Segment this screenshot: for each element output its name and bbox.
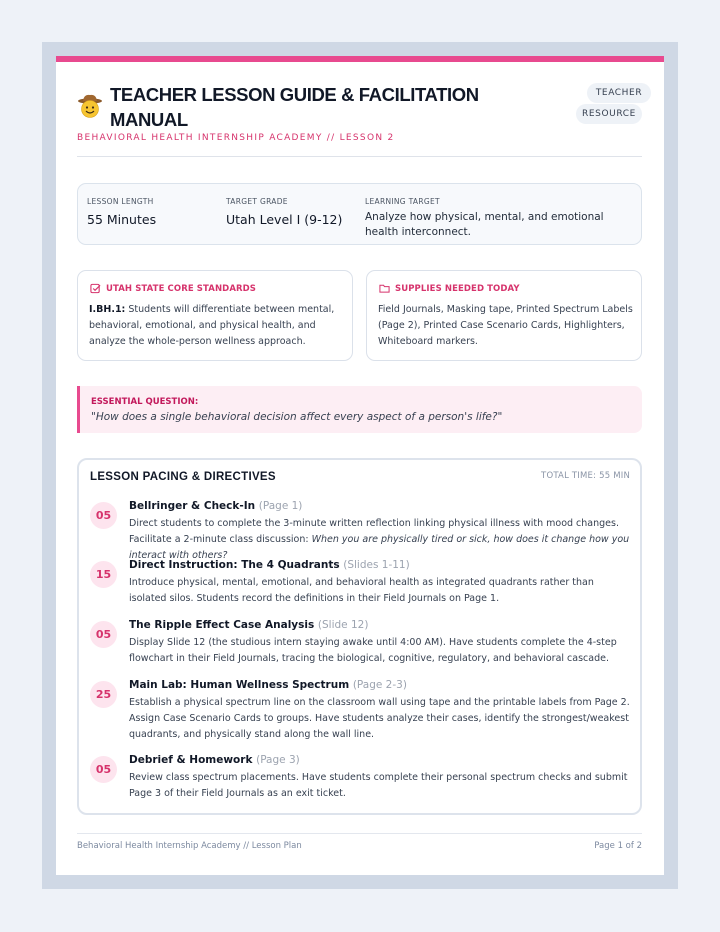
page-title: TEACHER LESSON GUIDE & FACILITATION MANUAL: [110, 84, 479, 130]
standard-text: Students will differentiate between mental, behavioral, emotional, and physical health, and analyze the whole-person wellness approach.: [89, 304, 335, 347]
step-description: Establish a physical spectrum line on the classroom wall using tape and the printable labels from Page 2. Assign Case Scenario Cards to groups. Have students analyze their cases, identify the strongest/weakest quadrants, and physically stand along the wall line.: [129, 697, 630, 740]
lesson-pacing-section: [77, 458, 642, 815]
step-description: Display Slide 12 (the studious intern staying awake until 4:00 AM). Have students complete the 4-step flowchart in their Field Journals, tracing the biological, cognitive, regulatory, and behavioral cascade.: [129, 637, 617, 664]
step-reference: (Page 1): [258, 500, 303, 512]
standards-body: [89, 302, 347, 350]
supplies-text: Field Journals, Masking tape, Printed Spectrum Labels (Page 2), Printed Case Scenario Cards, Highlighters, Whiteboard markers.: [378, 304, 633, 347]
page-subtitle: BEHAVIORAL HEALTH INTERNSHIP ACADEMY // LESSON 2: [77, 133, 395, 143]
lesson-length-value: 55 Minutes: [87, 212, 157, 227]
step-minutes-badge: 05: [90, 502, 117, 529]
lesson-length: [87, 197, 156, 227]
accent-bar: [56, 56, 664, 62]
step-title: Debrief & Homework (Page 3): [129, 754, 300, 766]
target-grade-value: Utah Level I (9-12): [226, 212, 343, 227]
step-reference: (Slide 12): [317, 619, 369, 631]
folder-icon: [379, 283, 390, 294]
standards-header: [90, 283, 256, 294]
target-grade-label: TARGET GRADE: [226, 197, 288, 206]
step-minutes-badge: 05: [90, 621, 117, 648]
step-discussion-prompt: When you are physically tired or sick, how does it change how you interact with others?: [129, 534, 630, 561]
learning-target-value: Analyze how physical, mental, and emotional health interconnect.: [365, 211, 604, 238]
standards-title: UTAH STATE CORE STANDARDS: [106, 283, 257, 294]
step-description: Direct students to complete the 3-minute written reflection linking physical illness with mood changes. Facilitate a 2-minute class discussion: When you are physically tired or sick, how does it change how you interact with others?: [129, 518, 630, 561]
step-reference: (Page 2-3): [352, 679, 407, 691]
essential-question-label: ESSENTIAL QUESTION:: [91, 397, 199, 407]
lesson-length-label: LESSON LENGTH: [87, 197, 154, 206]
essential-question-text: "How does a single behavioral decision affect every aspect of a person's life?": [91, 411, 503, 423]
badge-teacher: TEACHER: [587, 83, 651, 103]
step-description: Review class spectrum placements. Have students complete their personal spectrum checks and submit Page 3 of their Field Journals as an exit ticket.: [129, 772, 628, 799]
footer-text: Behavioral Health Internship Academy // Lesson Plan: [77, 841, 302, 851]
step-minutes-badge: 15: [90, 561, 117, 588]
cowboy-face-icon: [77, 93, 103, 119]
standards-card: [77, 270, 353, 361]
step-title: Bellringer & Check-In (Page 1): [129, 500, 303, 512]
standard-code: I.BH.1:: [89, 304, 126, 315]
pacing-title: LESSON PACING & DIRECTIVES: [90, 471, 276, 483]
essential-question: [77, 386, 642, 433]
step-minutes-badge: 05: [90, 756, 117, 783]
badge-resource: RESOURCE: [576, 104, 642, 124]
header-divider: [77, 156, 642, 157]
document-page: [56, 56, 664, 875]
learning-target-label: LEARNING TARGET: [365, 197, 440, 206]
supplies-card: [366, 270, 642, 361]
lesson-info-box: [77, 183, 642, 245]
supplies-title: SUPPLIES NEEDED TODAY: [395, 283, 520, 294]
footer-divider: [77, 833, 642, 834]
step-title: The Ripple Effect Case Analysis (Slide 12): [129, 619, 369, 631]
step-minutes-badge: 25: [90, 681, 117, 708]
learning-target: [365, 197, 630, 240]
page-number: Page 1 of 2: [594, 841, 642, 851]
step-reference: (Page 3): [256, 754, 300, 766]
supplies-header: [379, 283, 520, 294]
step-description: Introduce physical, mental, emotional, and behavioral health as integrated quadrants rather than isolated silos. Students record the definitions in their Field Journals on Page 1.: [129, 577, 594, 604]
target-grade: [226, 197, 342, 227]
checkbox-icon: [90, 283, 101, 294]
step-title: Main Lab: Human Wellness Spectrum (Page 2-3): [129, 679, 407, 691]
step-reference: (Slides 1-11): [343, 559, 410, 571]
pacing-total-time: TOTAL TIME: 55 MIN: [541, 471, 630, 481]
step-title: Direct Instruction: The 4 Quadrants (Slides 1-11): [129, 559, 410, 571]
